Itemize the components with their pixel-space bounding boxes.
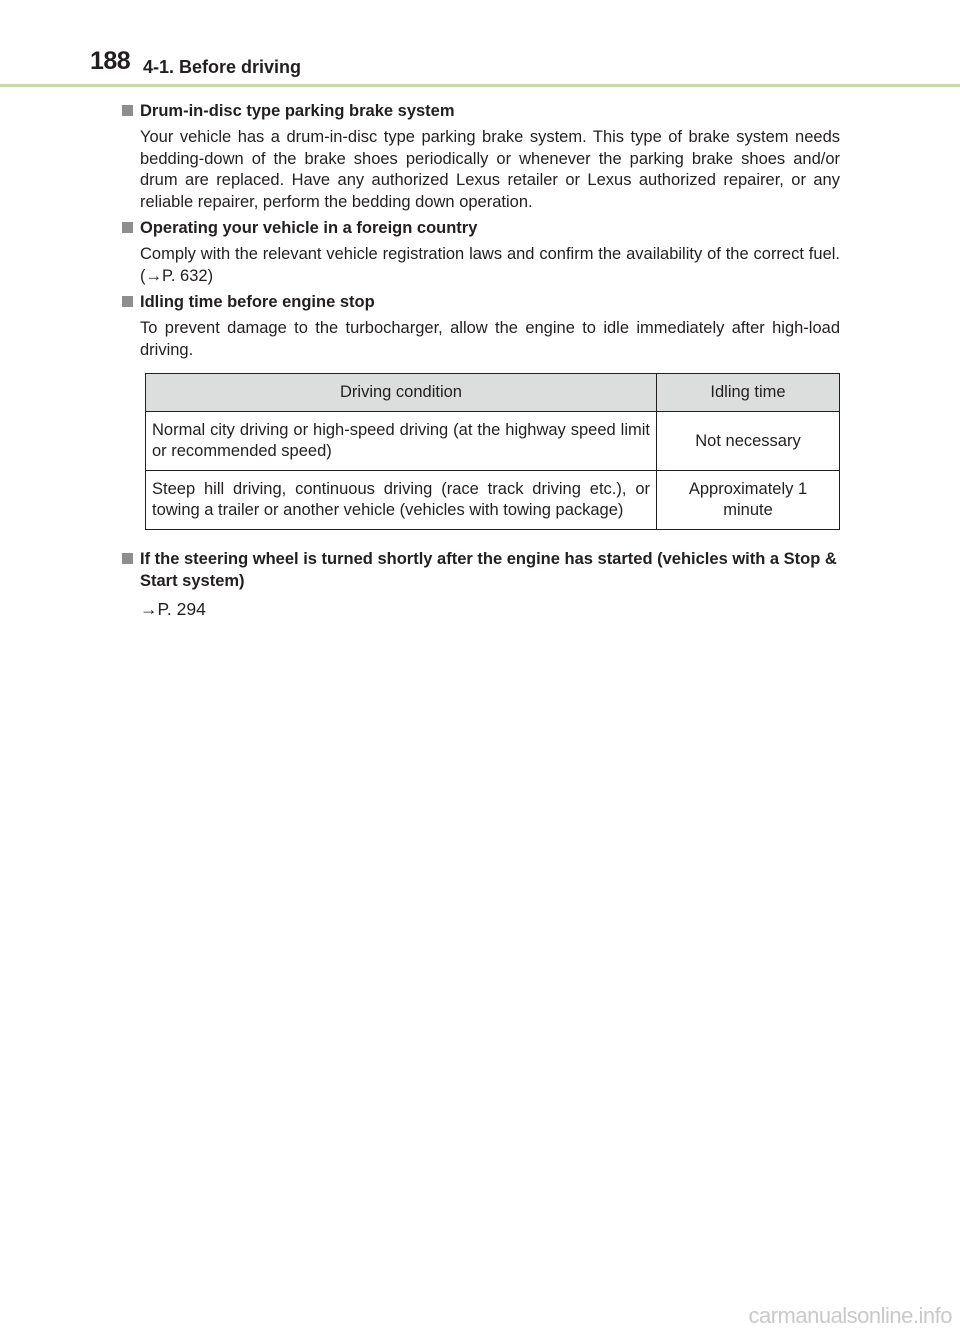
item-parking-brake <box>120 100 840 213</box>
cell-idling-time: Approximately 1 minute <box>657 471 840 530</box>
square-bullet-icon <box>122 553 133 564</box>
item-heading <box>120 548 840 592</box>
page-content <box>120 100 840 624</box>
column-header-idling-time: Idling time <box>657 374 840 412</box>
page-header <box>0 0 960 90</box>
item-body: To prevent damage to the turbocharger, allow the engine to idle immediately after high-load driving. <box>140 319 840 359</box>
item-title: Drum-in-disc type parking brake system <box>140 102 455 120</box>
table-row <box>146 471 840 530</box>
item-steering-wheel <box>120 548 840 620</box>
item-title: If the steering wheel is turned shortly after the engine has started (vehicles with a Stop & Start system) <box>140 550 837 590</box>
item-foreign-country <box>120 217 840 287</box>
idling-time-table <box>145 373 840 530</box>
square-bullet-icon <box>122 296 133 307</box>
table-header-row <box>146 374 840 412</box>
item-heading <box>120 217 840 239</box>
cell-driving-condition: Normal city driving or high-speed driving (at the highway speed limit or recommended speed) <box>146 412 657 471</box>
table-row <box>146 412 840 471</box>
item-body: Your vehicle has a drum-in-disc type parking brake system. This type of brake system needs bedding-down of the brake shoes periodically or whenever the parking brake shoes and/or drum are replaced. Have any authorized Lexus retailer or Lexus authorized repairer, or any reliable repairer, perform the bedding down operation. <box>140 128 840 211</box>
item-heading <box>120 291 840 313</box>
item-idling-time <box>120 291 840 530</box>
watermark: carmanualsonline.info <box>748 1303 952 1328</box>
page-number: 188 <box>90 47 131 75</box>
square-bullet-icon <box>122 105 133 116</box>
cell-idling-time: Not necessary <box>657 412 840 471</box>
section-title: 4-1. Before driving <box>143 57 302 77</box>
item-body: Comply with the relevant vehicle registration laws and confirm the availability of the correct fuel. (→P. 632) <box>140 245 840 285</box>
cell-driving-condition: Steep hill driving, continuous driving (race track driving etc.), or towing a trailer or another vehicle (vehicles with towing package) <box>146 471 657 530</box>
item-title: Operating your vehicle in a foreign country <box>140 219 478 237</box>
item-title: Idling time before engine stop <box>140 293 375 311</box>
header-divider <box>0 84 960 87</box>
page-reference-link[interactable]: →P. 294 <box>140 599 206 619</box>
square-bullet-icon <box>122 222 133 233</box>
item-heading <box>120 100 840 122</box>
column-header-driving-condition: Driving condition <box>146 374 657 412</box>
